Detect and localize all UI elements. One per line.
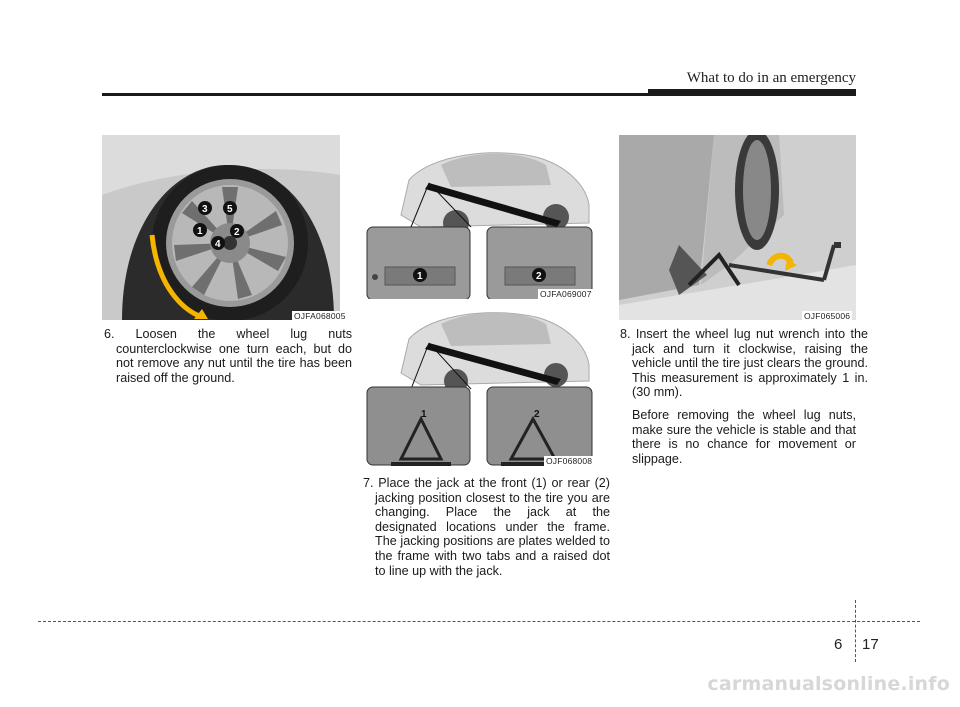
callout-4: 4 bbox=[215, 239, 221, 250]
page-number: 17 bbox=[862, 636, 879, 653]
chapter-number: 6 bbox=[834, 636, 843, 653]
section-title: What to do in an emergency bbox=[686, 70, 856, 86]
step-7-text: 7. Place the jack at the front (1) or rear (2) jacking position closest to the tire you are changing. Place the jack at the designated locations under the frame. The jacking positions are plates welded to the frame with two tabs and a raised dot to line up with the jack. bbox=[363, 476, 610, 578]
figure-code: OJFA069007 bbox=[540, 289, 592, 299]
callout-1: 1 bbox=[197, 226, 203, 237]
step-8-note: Before removing the wheel lug nuts, make sure the vehicle is stable and that there is no chance for movement or slippage. bbox=[632, 408, 856, 466]
callout-front-jack: 1 bbox=[421, 409, 427, 420]
wheel-lug-nut-figure bbox=[102, 135, 340, 320]
watermark: carmanualsonline.info bbox=[707, 673, 950, 695]
callout-rear-jack: 2 bbox=[534, 409, 540, 420]
callout-2: 2 bbox=[234, 227, 240, 238]
footer-divider bbox=[855, 600, 856, 662]
jack-raise-figure bbox=[619, 135, 856, 320]
callout-front: 1 bbox=[417, 271, 423, 282]
jack-placement-figure bbox=[361, 299, 598, 467]
callout-5: 5 bbox=[227, 204, 233, 215]
step-6-text: 6. Loosen the wheel lug nuts counterclockwise one turn each, but do not remove any nut until the tire has been raised off the ground. bbox=[104, 327, 352, 385]
figure-code: OJF065006 bbox=[804, 311, 851, 321]
figure-code: OJFA068005 bbox=[294, 311, 346, 321]
step-8-text: 8. Insert the wheel lug nut wrench into the jack and turn it clockwise, raising the vehicle until the tire just clears the ground. This measurement is approximately 1 in. (30 mm). bbox=[620, 327, 868, 400]
callout-3: 3 bbox=[202, 204, 208, 215]
callout-rear: 2 bbox=[536, 271, 542, 282]
figure-code: OJF068008 bbox=[546, 456, 593, 466]
jacking-points-figure bbox=[361, 135, 598, 300]
header-bar bbox=[648, 89, 856, 95]
footer-rule bbox=[38, 621, 920, 622]
